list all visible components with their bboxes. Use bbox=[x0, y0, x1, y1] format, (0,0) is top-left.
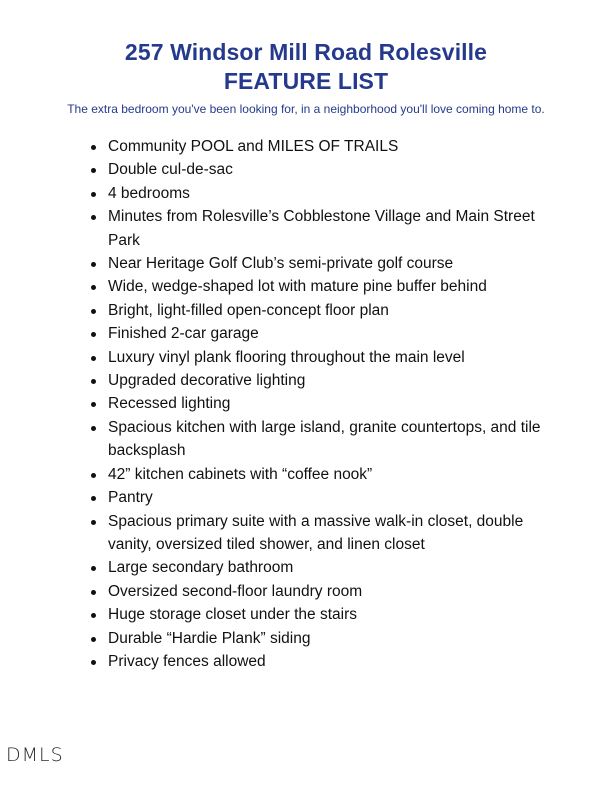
list-item: Finished 2-car garage bbox=[90, 322, 560, 345]
list-item: Community POOL and MILES OF TRAILS bbox=[90, 135, 560, 158]
address-title: 257 Windsor Mill Road Rolesville bbox=[124, 39, 488, 65]
list-item: Bright, light-filled open-concept floor plan bbox=[90, 299, 560, 322]
tagline: The extra bedroom you've been looking for, in a neighborhood you'll love coming home to. bbox=[67, 102, 545, 116]
list-item: Recessed lighting bbox=[90, 392, 560, 415]
list-item: Wide, wedge-shaped lot with mature pine buffer behind bbox=[90, 275, 560, 298]
list-item: Large secondary bathroom bbox=[90, 556, 560, 579]
list-item: Double cul-de-sac bbox=[90, 158, 560, 181]
list-item: Spacious primary suite with a massive walk-in closet, double vanity, oversized tiled shower, and linen closet bbox=[90, 510, 560, 557]
feature-list bbox=[90, 135, 560, 673]
list-item: Privacy fences allowed bbox=[90, 650, 560, 673]
list-item: Pantry bbox=[90, 486, 560, 509]
dmls-watermark: DMLS bbox=[6, 744, 64, 766]
list-item: 42” kitchen cabinets with “coffee nook” bbox=[90, 463, 560, 486]
list-item: Luxury vinyl plank flooring throughout the main level bbox=[90, 346, 560, 369]
document-header bbox=[0, 38, 612, 117]
list-item: Durable “Hardie Plank” siding bbox=[90, 627, 560, 650]
list-item: Near Heritage Golf Club’s semi-private golf course bbox=[90, 252, 560, 275]
list-item: Oversized second-floor laundry room bbox=[90, 580, 560, 603]
list-item: Upgraded decorative lighting bbox=[90, 369, 560, 392]
list-item: Minutes from Rolesville’s Cobblestone Village and Main Street Park bbox=[90, 205, 560, 252]
list-item: 4 bedrooms bbox=[90, 182, 560, 205]
feature-list-heading: FEATURE LIST bbox=[223, 68, 389, 94]
list-item: Huge storage closet under the stairs bbox=[90, 603, 560, 626]
list-item: Spacious kitchen with large island, granite countertops, and tile backsplash bbox=[90, 416, 560, 463]
